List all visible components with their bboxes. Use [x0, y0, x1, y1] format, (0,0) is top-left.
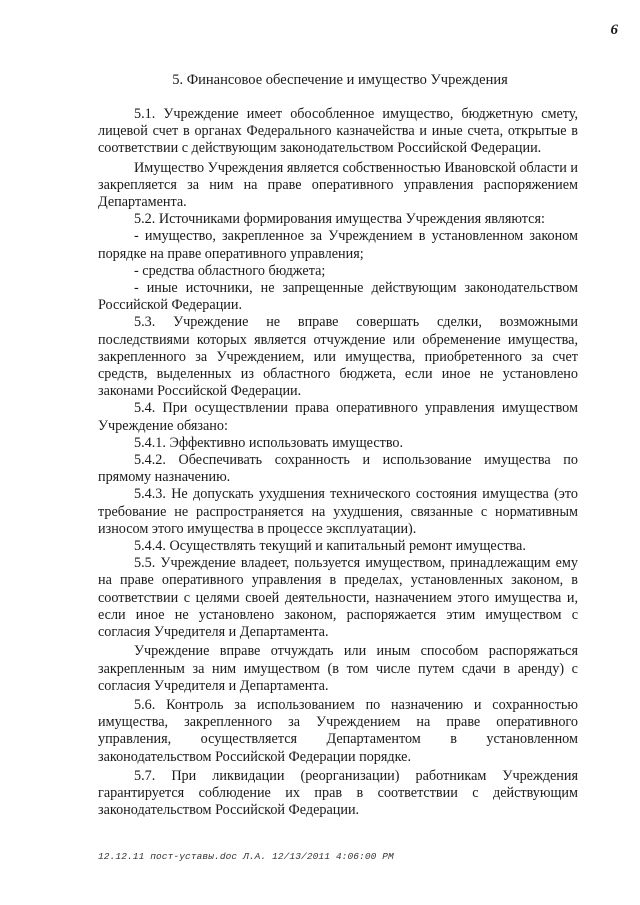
paragraph: 5.4.3. Не допускать ухудшения технического состояния имущества (это требование не распространяется на ухудшения, связанные с нормативным износом этого имущества в процессе эксплуатации). [98, 486, 578, 537]
paragraph: 5.2. Источниками формирования имущества Учреждения являются: [134, 211, 545, 228]
page-number: 6 [610, 22, 618, 38]
paragraph: 5.5. Учреждение владеет, пользуется имуществом, принадлежащим ему на праве оперативного управления в пределах, установленных законом, в соответствии с целями своей деятельности, назначением этого имущества и, если иное не установлено законом, распоряжается этим имуществом с согласия Учредителя и Департамента. [98, 555, 578, 641]
list-item: - имущество, закрепленное за Учреждением в установленном законом порядке на праве оперативного управления; [98, 228, 578, 262]
section-title: 5. Финансовое обеспечение и имущество Учреждения [172, 72, 508, 88]
paragraph: 5.6. Контроль за использованием по назначению и сохранностью имущества, закрепленного за Учреждением на праве оперативного управления, осуществляется Департаментом в установленном законодательством Российской Федерации порядке. [98, 696, 578, 765]
paragraph: 5.4.2. Обеспечивать сохранность и использование имущества по прямому назначению. [98, 452, 578, 486]
paragraph: Имущество Учреждения является собственностью Ивановской области и закрепляется за ним на праве оперативного управления распоряжением Департамента. [98, 159, 578, 211]
list-item: - иные источники, не запрещенные действующим законодательством Российской Федерации. [98, 280, 578, 314]
paragraph: 5.3. Учреждение не вправе совершать сделки, возможными последствиями которых является отчуждение или обременение имущества, закрепленного за Учреждением, или имущества, приобретенного за счет средств, выделенных из областного бюджета, если иное не установлено законами Российской Федерации. [98, 314, 578, 400]
document-body [98, 106, 578, 819]
paragraph: 5.4.1. Эффективно использовать имущество. [134, 434, 404, 451]
paragraph: 5.4. При осуществлении права оперативного управления имуществом Учреждение обязано: [98, 400, 578, 434]
paragraph: Учреждение вправе отчуждать или иным способом распоряжаться закрепленным за ним имуществом (в том числе путем сдачи в аренду) с согласия Учредителя и Департамента. [98, 643, 578, 694]
list-item: - средства областного бюджета; [134, 262, 326, 279]
paragraph: 5.1. Учреждение имеет обособленное имущество, бюджетную смету, лицевой счет в органах Федерального казначейства и иные счета, открытые в соответствии с действующим законодательством Российской Федерации. [98, 106, 578, 157]
paragraph: 5.7. При ликвидации (реорганизации) работникам Учреждения гарантируется соблюдение их прав в соответствии с действующим законодательством Российской Федерации. [98, 767, 578, 819]
paragraph: 5.4.4. Осуществлять текущий и капитальный ремонт имущества. [134, 538, 526, 555]
document-footer: 12.12.11 пост-уставы.doc Л.А. 12/13/2011 4:06:00 PM [98, 851, 394, 862]
